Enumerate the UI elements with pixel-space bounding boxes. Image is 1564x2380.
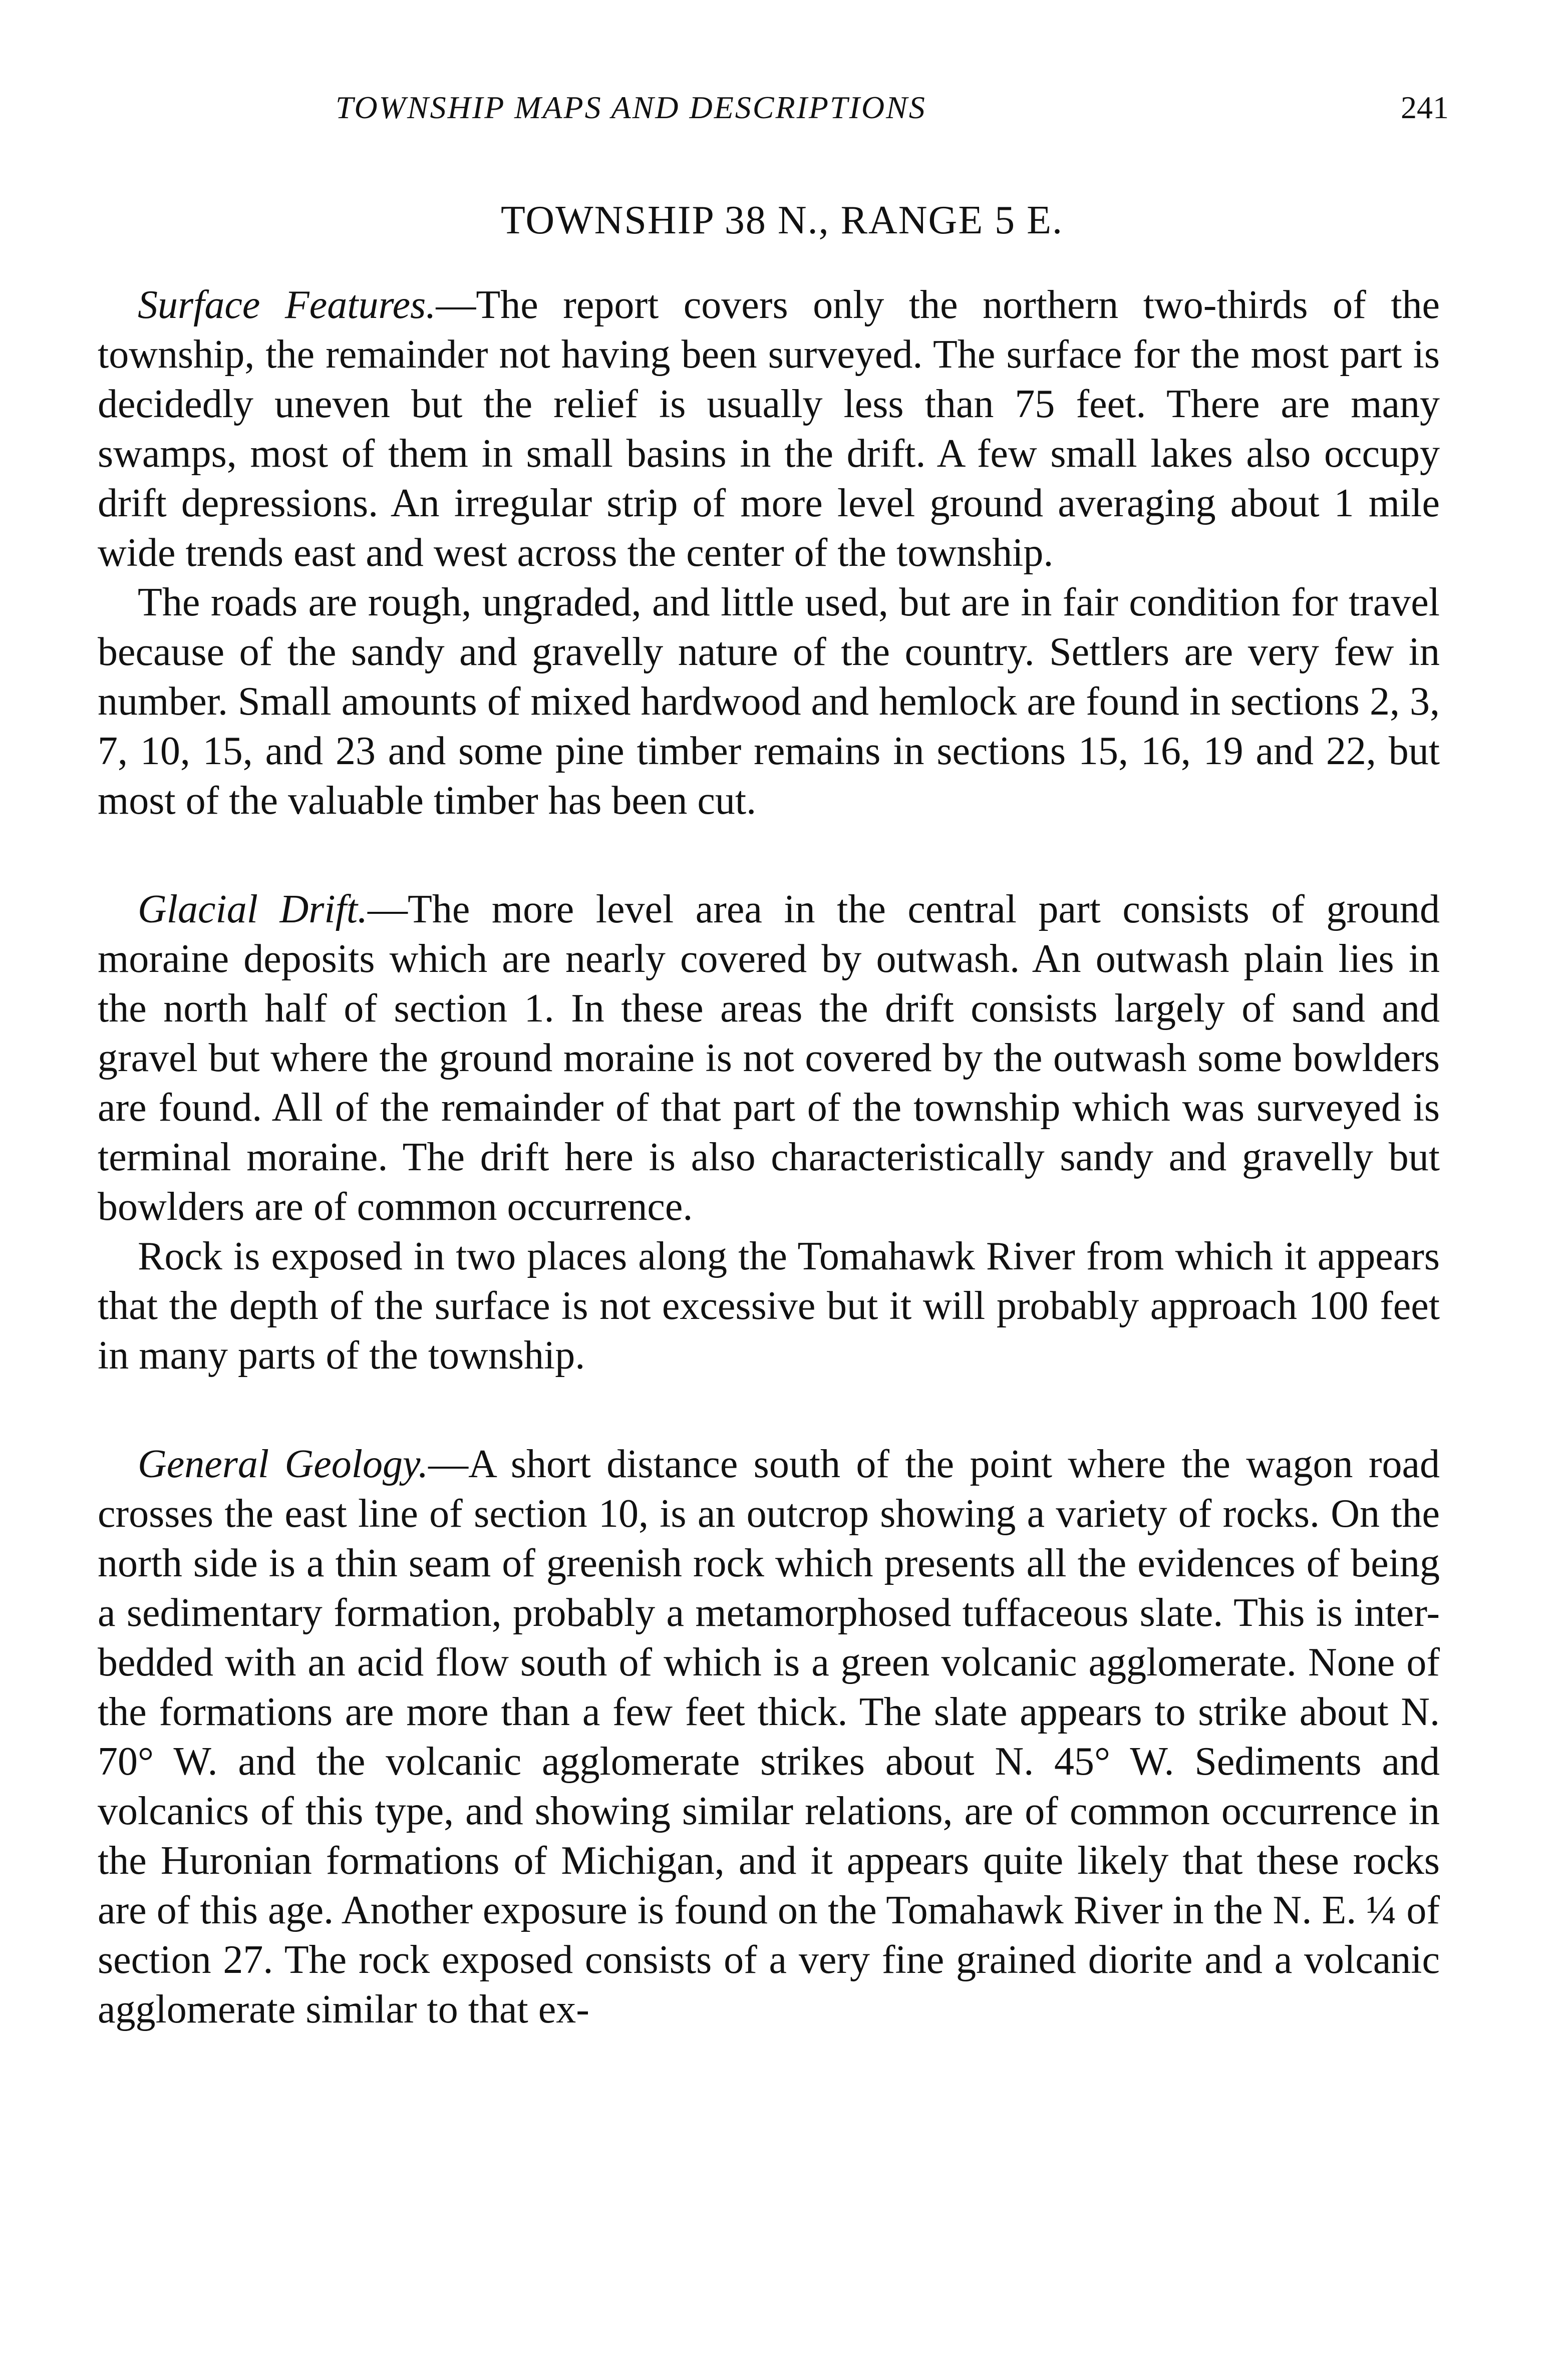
paragraph-text: —A short distance south of the point where the wagon road crosses the east line of section 10, is an outcrop showing a variety of rocks. On the north side is a thin seam of greenish rock which presents all the evidences of being a sedimentary formation, probably a metamorphosed tuffaceous slate. This is inter-bedded with an acid flow south of which is a green volcanic agglomerate. None of the formations are more than a few feet thick. The slate appears to strike about N. 70° W. and the volcanic agglomerate strikes about N. 45° W. Sediments and volcanics of this type, and showing similar relations, are of common occurrence in the Huronian formations of Michigan, and it appears quite likely that these rocks are of this age. Another exposure is found on the Tomahawk River in the N. E. ¼ of section 27. The rock exposed consists of a very fine grained diorite and a volcanic agglomerate similar to that ex- — [98, 1442, 1440, 2031]
running-title: TOWNSHIP MAPS AND DESCRIPTIONS — [336, 90, 926, 125]
page-number: 241 — [1401, 90, 1449, 125]
paragraph-text: —The report covers only the northern two-thirds of the township, the remainder not having been surveyed. The surface for the most part is decidedly uneven but the relief is usually less than 75 feet. There are many swamps, most of them in small basins in the drift. A few small lakes also occupy drift depressions. An irregular strip of more level ground averaging about 1 mile wide trends east and west across the center of the township. — [98, 283, 1440, 575]
section-title-glacial-drift: Glacial Drift. — [138, 887, 368, 931]
running-header — [95, 88, 1469, 128]
township-heading: TOWNSHIP 38 N., RANGE 5 E. — [500, 198, 1064, 242]
paragraph-roads: The roads are rough, ungraded, and little used, but are in fair condition for travel because of the sandy and gravelly nature of the country. Settlers are very few in number. Small amounts of mixed hardwood and hemlock are found in sections 2, 3, 7, 10, 15, and 23 and some pine timber remains in sections 15, 16, 19 and 22, but most of the valuable timber has been cut. — [98, 580, 1440, 823]
paragraph-rock-exposure: Rock is exposed in two places along the Tomahawk River from which it appears that the depth of the surface is not excessive but it will probably approach 100 feet in many parts of the township. — [98, 1234, 1440, 1378]
paragraph-text: —The more level area in the central part consists of ground moraine deposits which are nearly covered by outwash. An outwash plain lies in the north half of section 1. In these areas the drift consists largely of sand and gravel but where the ground moraine is not covered by the outwash some bowlders are found. All of the remainder of that part of the township which was surveyed is terminal moraine. The drift here is also characteristically sandy and gravelly but bowlders are of common occurrence. — [98, 887, 1440, 1229]
paragraph-glacial-drift — [98, 885, 1440, 1232]
section-title-surface-features: Surface Features. — [138, 283, 436, 327]
text-body — [98, 280, 1440, 2034]
paragraph-surface-features — [98, 280, 1440, 578]
section-title-general-geology: General Geology. — [138, 1442, 429, 1486]
paragraph-general-geology — [98, 1440, 1440, 2034]
